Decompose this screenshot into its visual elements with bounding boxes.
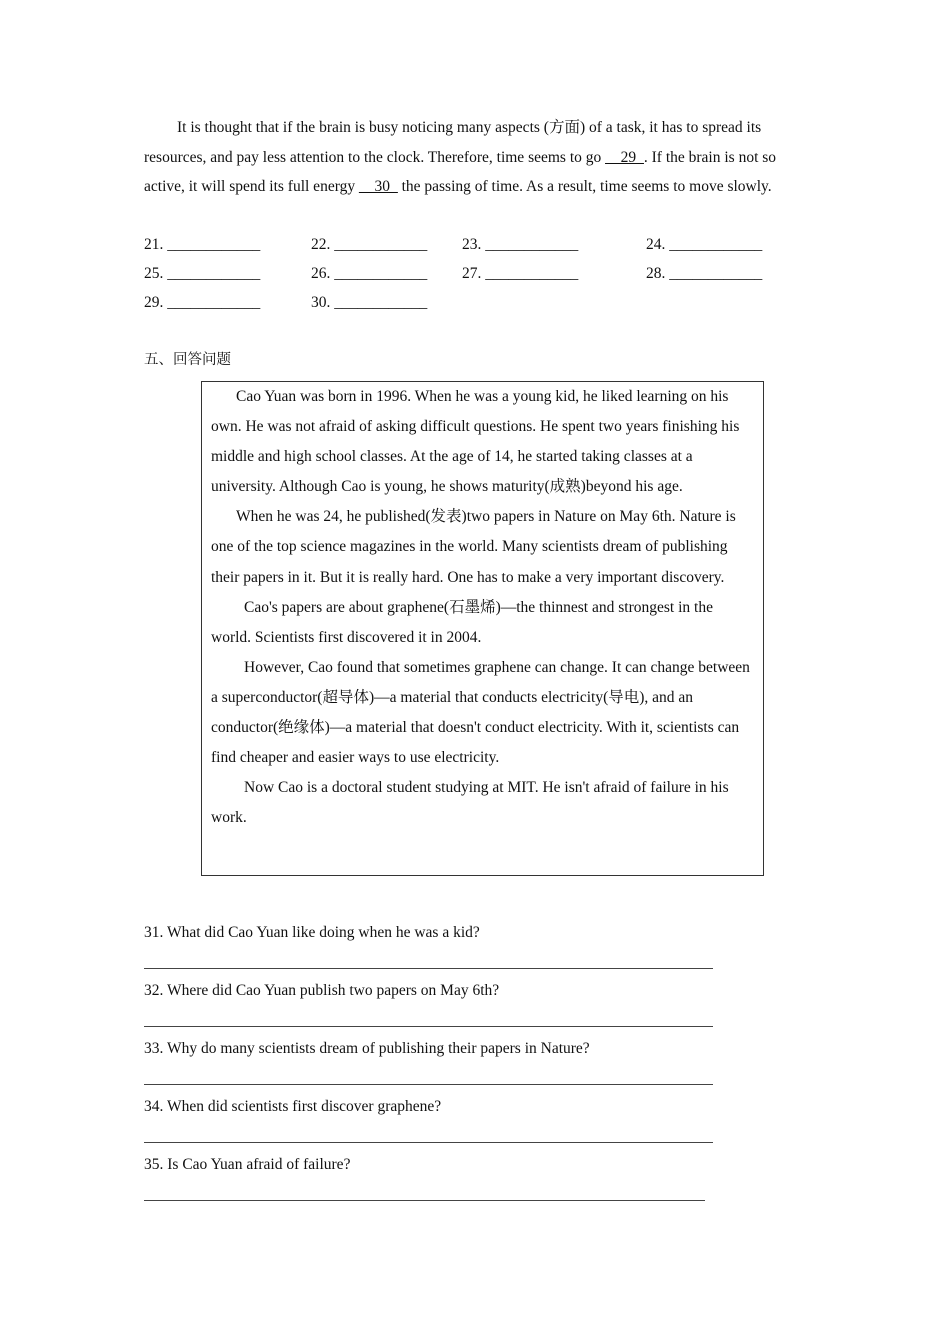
paragraph-text-3: the passing of time. As a result, time seems to move slowly. xyxy=(397,178,772,195)
answer-line-32[interactable] xyxy=(144,1026,713,1027)
answer-blank-29[interactable]: 29. ____________ xyxy=(144,294,261,311)
answer-blank-22[interactable]: 22. ____________ xyxy=(311,236,428,253)
answer-blank-24[interactable]: 24. ____________ xyxy=(646,236,763,253)
question-34: 34. When did scientists first discover graphene? xyxy=(144,1098,442,1115)
blank-30-inline[interactable]: __30_ xyxy=(358,178,398,195)
passage-paragraph: When he was 24, he published(发表)two papers in Nature on May 6th. Nature is one of the top science magazines in the world. Many scientists dream of publishing their papers in it. But it is really hard. One has to make a very important discovery. xyxy=(211,508,736,586)
answer-blank-27[interactable]: 27. ____________ xyxy=(462,265,579,282)
question-31: 31. What did Cao Yuan like doing when he was a kid? xyxy=(144,924,480,941)
paragraph-text-1: It is thought that if the brain is busy noticing many aspects (方面) of a task, it has to spread its resources, and pay less attention to the clock. Therefore, time seems to go xyxy=(144,119,762,166)
answer-blanks-grid xyxy=(144,230,844,317)
blank-29-inline[interactable]: __29_ xyxy=(605,148,644,166)
passage-paragraph: Cao's papers are about graphene(石墨烯)—the thinnest and strongest in the world. Scientists first discovered it in 2004. xyxy=(211,598,713,646)
answer-row xyxy=(144,288,844,317)
question-35: 35. Is Cao Yuan afraid of failure? xyxy=(144,1156,351,1173)
cloze-paragraph xyxy=(144,113,806,202)
answer-blank-25[interactable]: 25. ____________ xyxy=(144,265,261,282)
answer-line-35[interactable] xyxy=(144,1200,705,1201)
answer-blank-21[interactable]: 21. ____________ xyxy=(144,236,261,253)
section-title: 五、回答问题 xyxy=(144,352,231,368)
answer-blank-30[interactable]: 30. ____________ xyxy=(311,294,428,311)
paragraph-text-2: . If the brain is not so active, it will spend its full energy xyxy=(144,148,777,195)
passage-paragraph: However, Cao found that sometimes graphene can change. It can change between a superconductor(超导体)—a material that conducts electricity(导电), and an conductor(绝缘体)—a material that doesn't conduct electricity. With it, scientists can find cheaper and easier ways to use electricity. xyxy=(211,658,750,767)
passage-paragraph: Cao Yuan was born in 1996. When he was a young kid, he liked learning on his own. He was not afraid of asking difficult questions. He spent two years finishing his middle and high school classes. At the age of 14, he started taking classes at a university. Although Cao is young, he shows maturity(成熟)beyond his age. xyxy=(211,388,740,496)
reading-passage-box xyxy=(201,381,764,876)
answer-line-34[interactable] xyxy=(144,1142,713,1143)
answer-row xyxy=(144,230,844,259)
answer-line-33[interactable] xyxy=(144,1084,713,1085)
question-32: 32. Where did Cao Yuan publish two papers on May 6th? xyxy=(144,982,500,999)
answer-blank-28[interactable]: 28. ____________ xyxy=(646,265,763,282)
question-33: 33. Why do many scientists dream of publishing their papers in Nature? xyxy=(144,1040,590,1057)
answer-line-31[interactable] xyxy=(144,968,713,969)
passage-paragraph: Now Cao is a doctoral student studying at MIT. He isn't afraid of failure in his work. xyxy=(211,779,729,827)
answer-row xyxy=(144,259,844,288)
answer-blank-26[interactable]: 26. ____________ xyxy=(311,265,428,282)
answer-blank-23[interactable]: 23. ____________ xyxy=(462,236,579,253)
